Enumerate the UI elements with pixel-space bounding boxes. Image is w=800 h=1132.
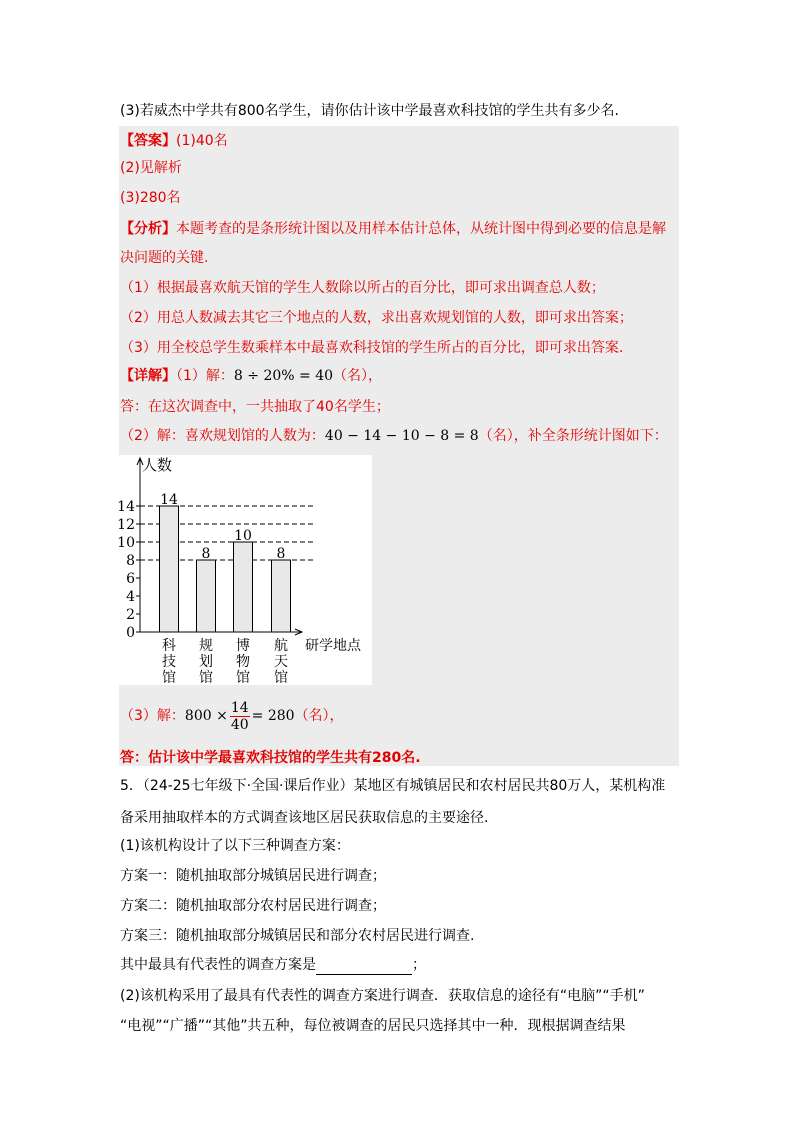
detail-3-suffix: （名）， — [294, 708, 344, 724]
detail-1-suffix: （名）， — [333, 368, 383, 384]
x-category-label-2-0: 博 — [236, 638, 250, 654]
question-5-best-plan — [120, 955, 426, 975]
y-tick-label-12: 12 — [117, 517, 135, 533]
bar-0 — [160, 506, 179, 632]
x-category-label-2-2: 馆 — [236, 670, 250, 686]
best-plan-text: 其中最具有代表性的调查方案是 — [120, 957, 316, 973]
y-tick-label-6: 6 — [126, 571, 135, 587]
detail-3-prefix: （3）解： — [120, 708, 185, 724]
bar-chart — [119, 455, 372, 685]
detail-3-math-b: = 280 — [251, 708, 295, 724]
x-category-label-3-1: 天 — [274, 654, 288, 670]
detail-1-math: 8 ÷ 20% = 40 — [233, 368, 334, 384]
detail-2-prefix: （2）解：喜欢规划馆的人数为： — [120, 428, 325, 444]
best-plan-end: ； — [412, 957, 426, 973]
bar-value-label-3: 8 — [276, 546, 286, 562]
bar-chart-svg — [119, 455, 372, 685]
detail-2-math: 40 − 14 − 10 − 8 = 8 — [324, 428, 479, 444]
y-tick-label-0: 0 — [126, 625, 135, 641]
x-category-label-0-1: 技 — [162, 654, 176, 670]
analysis-text-1: 本题考查的是条形统计图以及用样本估计总体，从统计图中得到必要的信息是解 — [176, 221, 666, 237]
y-tick-label-4: 4 — [126, 589, 135, 605]
question-5-sub-2-line-2: “电视”“广播”“其他”共五种，每位被调查的居民只选择其中一种．现根据调查结果 — [120, 1018, 626, 1034]
analysis-step-2: （2）用总人数减去其它三个地点的人数，求出喜欢规划馆的人数，即可求出答案； — [120, 310, 633, 326]
question-5-plan-2: 方案二：随机抽取部分农村居民进行调查； — [120, 898, 386, 914]
detail-3 — [120, 698, 344, 734]
y-tick-label-10: 10 — [117, 535, 135, 551]
detail-1-answer: 答：在这次调查中，一共抽取了40名学生； — [120, 399, 390, 415]
question-5-plan-1: 方案一：随机抽取部分城镇居民进行调查； — [120, 868, 386, 884]
detail-3-math-a: 800 × — [184, 708, 228, 724]
bar-3 — [272, 560, 291, 632]
analysis-step-3: （3）用全校总学生数乘样本中最喜欢科技馆的学生所占的百分比，即可求出答案. — [120, 340, 624, 356]
answer-3: (3)280名 — [120, 190, 181, 206]
bar-1 — [197, 560, 216, 632]
question-3: (3)若威杰中学共有800名学生，请你估计该中学最喜欢科技馆的学生共有多少名. — [120, 103, 620, 119]
x-axis-label: 研学地点 — [305, 638, 361, 654]
detail-3-fraction — [230, 700, 250, 733]
fraction-numerator: 14 — [230, 699, 249, 716]
detail-2-suffix: （名），补全条形统计图如下： — [478, 428, 668, 444]
detail-2 — [120, 426, 668, 446]
x-category-label-0-0: 科 — [162, 638, 176, 654]
detail-3-answer: 答：估计该中学最喜欢科技馆的学生共有280名. — [120, 750, 421, 766]
bar-value-label-1: 8 — [201, 546, 211, 562]
question-5-sub-1: (1)该机构设计了以下三种调查方案： — [120, 838, 350, 854]
analysis-2: 决问题的关键. — [120, 250, 209, 266]
bar-value-label-2: 10 — [234, 528, 252, 544]
bar-value-label-0: 14 — [160, 492, 178, 508]
answer-1 — [120, 131, 228, 151]
question-5-line-1: 5．（24-25七年级下·全国·课后作业）某地区有城镇居民和农村居民共80万人，某机构准 — [120, 778, 666, 794]
question-5-plan-3: 方案三：随机抽取部分城镇居民和部分农村居民进行调查. — [120, 928, 475, 944]
y-axis-label: 人数 — [142, 456, 173, 474]
detail-1 — [120, 366, 382, 386]
bar-2 — [234, 542, 253, 632]
x-category-label-2-1: 物 — [236, 654, 250, 670]
y-tick-label-8: 8 — [126, 553, 135, 569]
x-category-label-1-1: 划 — [199, 654, 213, 670]
question-5-line-2: 备采用抽取样本的方式调查该地区居民获取信息的主要途径. — [120, 810, 489, 826]
x-category-label-1-0: 规 — [199, 638, 213, 654]
x-category-label-1-2: 馆 — [199, 670, 213, 686]
detail-label: 【详解】 — [120, 368, 176, 384]
y-tick-label-14: 14 — [117, 499, 135, 515]
answer-blank — [316, 959, 412, 975]
x-category-label-3-2: 馆 — [274, 670, 288, 686]
answer-2: (2)见解析 — [120, 160, 182, 176]
detail-1-prefix: （1）解： — [176, 368, 234, 384]
analysis-step-1: （1）根据最喜欢航天馆的学生人数除以所占的百分比，即可求出调查总人数； — [120, 280, 605, 296]
analysis-1 — [120, 219, 666, 239]
y-tick-label-2: 2 — [126, 607, 135, 623]
x-category-label-3-0: 航 — [274, 638, 288, 654]
answer-1-text: (1)40名 — [176, 133, 228, 149]
fraction-denominator: 40 — [230, 716, 249, 733]
question-5-sub-2-line-1: (2)该机构采用了最具有代表性的调查方案进行调查．获取信息的途径有“电脑”“手机” — [120, 988, 645, 1004]
answer-label: 【答案】 — [120, 133, 176, 149]
analysis-label: 【分析】 — [120, 221, 176, 237]
x-category-label-0-2: 馆 — [162, 670, 176, 686]
